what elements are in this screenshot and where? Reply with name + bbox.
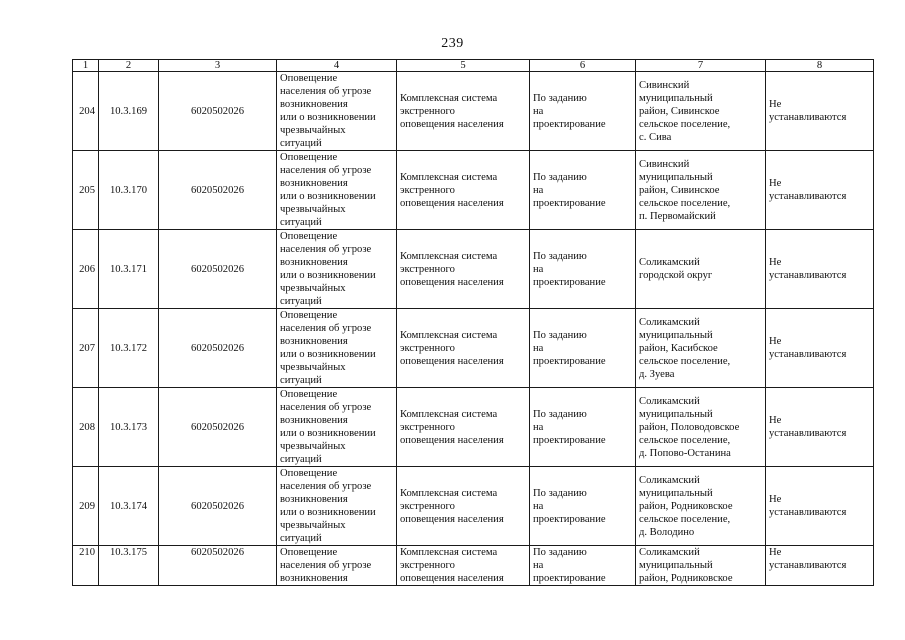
- object-purpose-cell: [277, 151, 397, 230]
- object-status: По заданию на проектирование: [533, 171, 606, 209]
- classifier-code-cell: [159, 230, 277, 309]
- object-purpose-cell: [277, 72, 397, 151]
- table-row: [73, 72, 874, 151]
- classifier-code-cell: [159, 467, 277, 546]
- object-name: Комплексная система экстренного оповещения населения: [400, 171, 504, 209]
- object-code: 10.3.172: [109, 342, 148, 354]
- object-location-cell: [636, 546, 766, 586]
- object-status-cell: [530, 72, 636, 151]
- row-number-cell: [73, 230, 99, 309]
- table-row: [73, 230, 874, 309]
- table-row: [73, 151, 874, 230]
- object-code: 10.3.173: [109, 421, 148, 433]
- classifier-code-cell: [159, 151, 277, 230]
- object-purpose: Оповещение населения об угрозе возникновения или о возникновении чрезвычайных ситуаций: [280, 310, 376, 386]
- zone-characteristics: Не устанавливаются: [769, 415, 847, 439]
- object-status: По заданию на проектирование: [533, 329, 606, 367]
- zone-characteristics: Не устанавливаются: [769, 336, 847, 360]
- object-location: Соликамский муниципальный район, Родниковское: [639, 547, 733, 584]
- object-purpose-cell: [277, 546, 397, 586]
- column-header: 7: [636, 60, 766, 72]
- object-status-cell: [530, 388, 636, 467]
- row-number: 205: [79, 184, 95, 196]
- row-number-cell: [73, 388, 99, 467]
- object-location: Соликамский муниципальный район, Родниковское сельское поселение, д. Володино: [639, 474, 733, 538]
- object-name: Комплексная система экстренного оповещения населения: [400, 250, 504, 288]
- column-header: 1: [73, 60, 99, 72]
- row-number: 206: [79, 263, 95, 275]
- row-number-cell: [73, 546, 99, 586]
- object-location: Сивинский муниципальный район, Сивинское сельское поселение, п. Первомайский: [639, 158, 731, 222]
- object-name: Комплексная система экстренного оповещения населения: [400, 487, 504, 525]
- document-table: [72, 59, 874, 586]
- object-name-cell: [397, 230, 530, 309]
- object-name-cell: [397, 546, 530, 586]
- classifier-code-cell: [159, 309, 277, 388]
- classifier-code: 6020502026: [191, 105, 244, 117]
- object-status: По заданию на проектирование: [533, 547, 606, 584]
- object-location-cell: [636, 151, 766, 230]
- zone-characteristics: Не устанавливаются: [769, 99, 847, 123]
- object-name-cell: [397, 151, 530, 230]
- object-code-cell: [99, 72, 159, 151]
- zone-characteristics-cell: [766, 467, 874, 546]
- object-status: По заданию на проектирование: [533, 92, 606, 130]
- object-code-cell: [99, 230, 159, 309]
- object-code: 10.3.169: [109, 105, 148, 117]
- zone-characteristics-cell: [766, 388, 874, 467]
- row-number-cell: [73, 151, 99, 230]
- table-row: [73, 546, 874, 586]
- object-name: Комплексная система экстренного оповещения населения: [400, 408, 504, 446]
- classifier-code: 6020502026: [191, 421, 244, 433]
- classifier-code: 6020502026: [191, 263, 244, 275]
- zone-characteristics: Не устанавливаются: [769, 494, 847, 518]
- object-purpose-cell: [277, 467, 397, 546]
- classifier-code: 6020502026: [191, 547, 244, 558]
- object-name: Комплексная система экстренного оповещения населения: [400, 92, 504, 130]
- object-name: Комплексная система экстренного оповещения населения: [400, 547, 504, 584]
- zone-characteristics-cell: [766, 151, 874, 230]
- classifier-code-cell: [159, 546, 277, 586]
- object-purpose: Оповещение населения об угрозе возникновения: [280, 547, 372, 584]
- table-row: [73, 388, 874, 467]
- column-header: 6: [530, 60, 636, 72]
- object-code: 10.3.170: [109, 184, 148, 196]
- column-number-row: [73, 60, 874, 72]
- object-code-cell: [99, 546, 159, 586]
- column-header: 5: [397, 60, 530, 72]
- object-name-cell: [397, 309, 530, 388]
- zone-characteristics-cell: [766, 230, 874, 309]
- object-status-cell: [530, 467, 636, 546]
- row-number-cell: [73, 309, 99, 388]
- object-purpose-cell: [277, 230, 397, 309]
- object-code-cell: [99, 309, 159, 388]
- object-location-cell: [636, 467, 766, 546]
- row-number: 204: [79, 105, 95, 117]
- object-location: Соликамский муниципальный район, Касибское сельское поселение, д. Зуева: [639, 316, 731, 380]
- zone-characteristics-cell: [766, 309, 874, 388]
- zone-characteristics: Не устанавливаются: [769, 257, 847, 281]
- zone-characteristics: Не устанавливаются: [769, 178, 847, 202]
- object-purpose: Оповещение населения об угрозе возникновения или о возникновении чрезвычайных ситуаций: [280, 468, 376, 544]
- row-number-cell: [73, 467, 99, 546]
- object-code: 10.3.171: [109, 263, 148, 275]
- object-name-cell: [397, 467, 530, 546]
- object-status-cell: [530, 230, 636, 309]
- object-status-cell: [530, 151, 636, 230]
- object-code-cell: [99, 151, 159, 230]
- row-number: 210: [79, 547, 95, 558]
- classifier-code: 6020502026: [191, 342, 244, 354]
- column-header: 4: [277, 60, 397, 72]
- object-status-cell: [530, 309, 636, 388]
- classifier-code: 6020502026: [191, 184, 244, 196]
- object-location-cell: [636, 309, 766, 388]
- object-name-cell: [397, 388, 530, 467]
- row-number: 208: [79, 421, 95, 433]
- object-purpose: Оповещение населения об угрозе возникновения или о возникновении чрезвычайных ситуаций: [280, 152, 376, 228]
- object-purpose-cell: [277, 309, 397, 388]
- object-name: Комплексная система экстренного оповещения населения: [400, 329, 504, 367]
- object-location-cell: [636, 230, 766, 309]
- object-location-cell: [636, 388, 766, 467]
- object-purpose: Оповещение населения об угрозе возникновения или о возникновении чрезвычайных ситуаций: [280, 231, 376, 307]
- object-code: 10.3.175: [109, 547, 148, 558]
- object-purpose: Оповещение населения об угрозе возникновения или о возникновении чрезвычайных ситуаций: [280, 389, 376, 465]
- page-number: 239: [441, 36, 464, 51]
- zone-characteristics: Не устанавливаются: [769, 547, 847, 571]
- row-number: 207: [79, 342, 95, 354]
- object-code-cell: [99, 388, 159, 467]
- object-location: Соликамский городской округ: [639, 257, 713, 281]
- zone-characteristics-cell: [766, 72, 874, 151]
- object-status-cell: [530, 546, 636, 586]
- table-row: [73, 467, 874, 546]
- zone-characteristics-cell: [766, 546, 874, 586]
- column-header: 2: [99, 60, 159, 72]
- object-purpose-cell: [277, 388, 397, 467]
- row-number: 209: [79, 500, 95, 512]
- object-code-cell: [99, 467, 159, 546]
- object-location-cell: [636, 72, 766, 151]
- classifier-code-cell: [159, 72, 277, 151]
- column-header: 8: [766, 60, 874, 72]
- object-location: Сивинский муниципальный район, Сивинское сельское поселение, с. Сива: [639, 79, 731, 143]
- object-code: 10.3.174: [109, 500, 148, 512]
- object-status: По заданию на проектирование: [533, 250, 606, 288]
- object-status: По заданию на проектирование: [533, 408, 606, 446]
- classifier-code-cell: [159, 388, 277, 467]
- object-name-cell: [397, 72, 530, 151]
- table-row: [73, 309, 874, 388]
- row-number-cell: [73, 72, 99, 151]
- object-purpose: Оповещение населения об угрозе возникновения или о возникновении чрезвычайных ситуаций: [280, 73, 376, 149]
- column-header: 3: [159, 60, 277, 72]
- object-location: Соликамский муниципальный район, Половодовское сельское поселение, д. Попово-Останина: [639, 395, 740, 459]
- classifier-code: 6020502026: [191, 500, 244, 512]
- object-status: По заданию на проектирование: [533, 487, 606, 525]
